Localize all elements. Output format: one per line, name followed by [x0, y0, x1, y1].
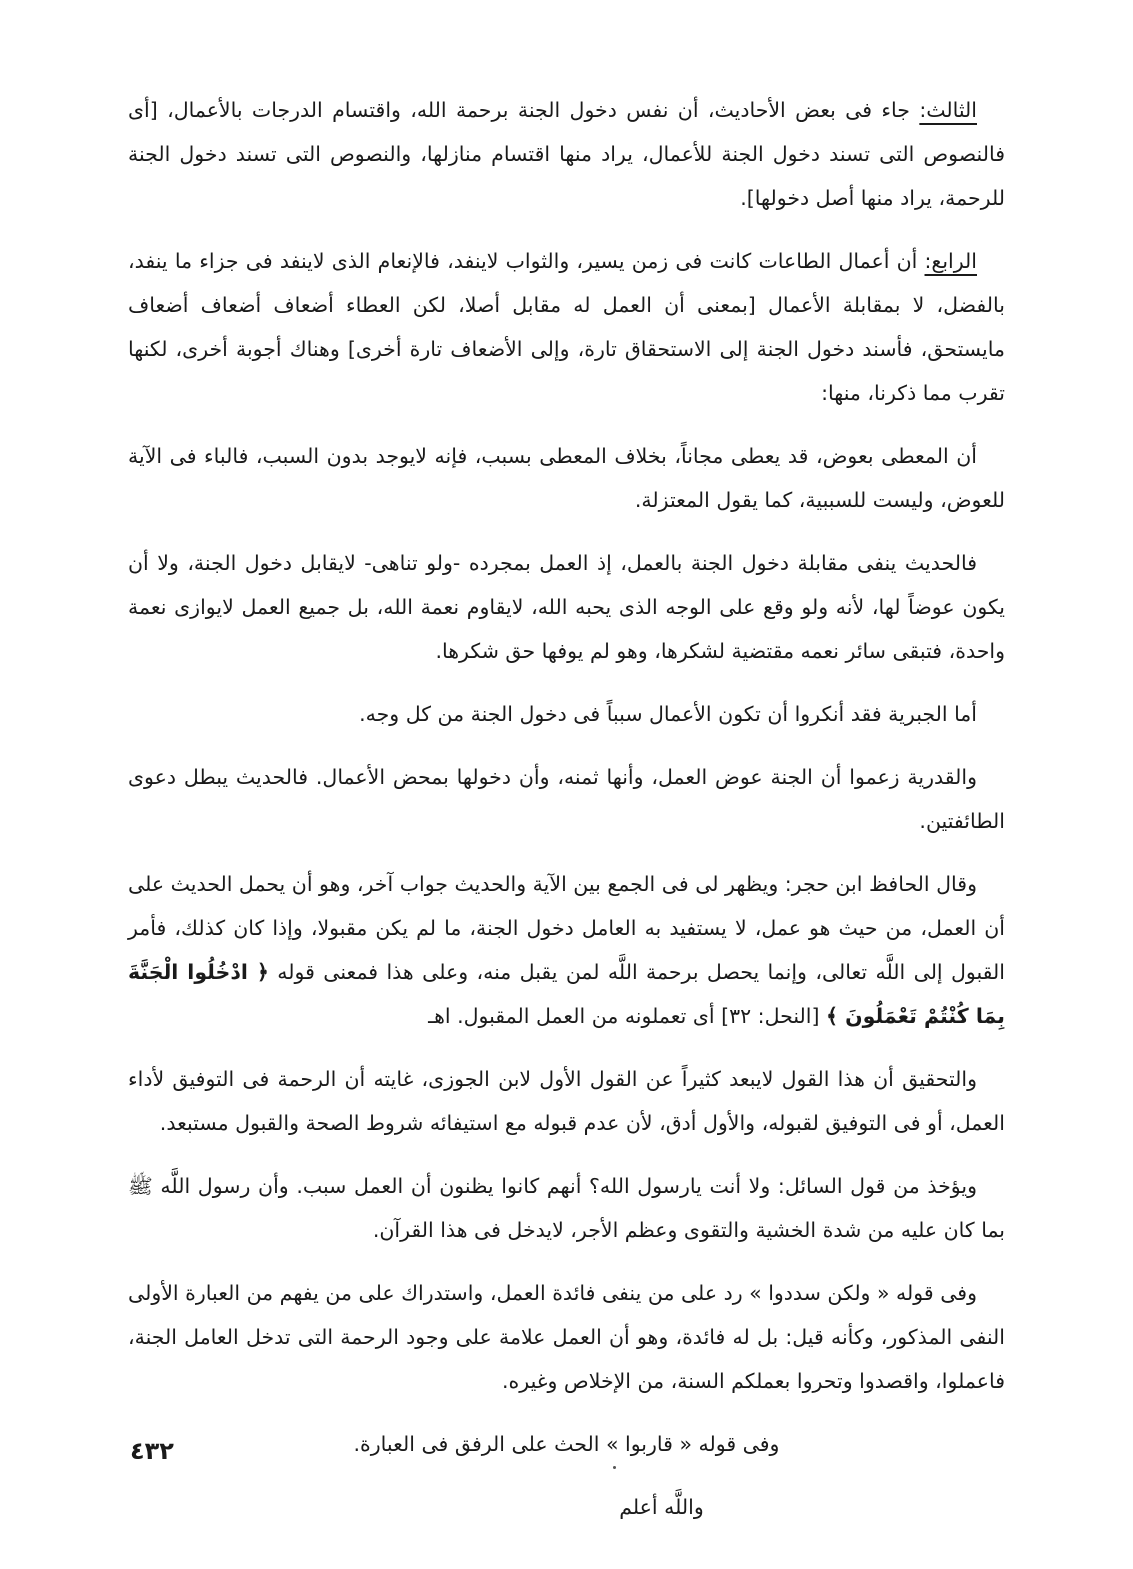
- quran-verse: ﴿ ادْخُلُوا الْجَنَّةَ بِمَا كُنْتُمْ تَعْمَلُونَ ﴾: [128, 960, 1005, 1028]
- paragraph-text: جاء فى بعض الأحاديث، أن نفس دخول الجنة برحمة الله، واقتسام الدرجات بالأعمال، [أى فالنصوص التى تسند دخول الجنة للأعمال، يراد منها اقتسام منازلها، والنصوص التى تسند دخول الجنة للرحمة، يراد منها أصل دخولها].: [128, 98, 1005, 210]
- paragraph-qadariyya: والقدرية زعموا أن الجنة عوض العمل، وأنها ثمنه، وأن دخولها بمحض الأعمال. فالحديث يبطل دعوى الطائفتين.: [128, 765, 1005, 833]
- heading-fourth: الرابع:: [924, 249, 977, 273]
- paragraph-verification: والتحقيق أن هذا القول لايبعد كثيراً عن القول الأول لابن الجوزى، غايته أن الرحمة فى التوفيق لأداء العمل، أو فى التوفيق لقبوله، والأول أدق، لأن عدم قبوله مع استيفائه شروط الصحة والقبول مستبعد.: [128, 1067, 1005, 1135]
- paragraph-saddidu: وفى قوله « ولكن سددوا » رد على من ينفى فائدة العمل، واستدراك على من يفهم من العبارة الأولى النفى المذكور، وكأنه قيل: بل له فائدة، وهو أن العمل علامة على وجود الرحمة التى تدخل العامل الجنة، فاعملوا، واقصدوا وتحروا بعملكم السنة، من الإخلاص وغيره.: [128, 1281, 1005, 1393]
- paragraph-questioner: ويؤخذ من قول السائل: ولا أنت يارسول الله؟ أنهم كانوا يظنون أن العمل سبب. وأن رسول اللَّه ﷺ بما كان عليه من شدة الخشية والتقوى وعظم الأجر، لايدخل فى هذا القرآن.: [128, 1174, 1005, 1242]
- paragraph-jabriyya: أما الجبرية فقد أنكروا أن تكون الأعمال سبباً فى دخول الجنة من كل وجه.: [359, 702, 977, 726]
- closing-phrase: واللَّه أعلم: [619, 1495, 704, 1519]
- paragraph-reward-compensation: أن المعطى بعوض، قد يعطى مجاناً، بخلاف المعطى بسبب، فإنه لايوجد بدون السبب، فالباء فى الآية للعوض، وليست للسببية، كما يقول المعتزلة.: [128, 444, 1005, 512]
- paragraph-ibn-hajar: [128, 862, 1005, 1038]
- paragraph-fourth-answer: [128, 239, 1005, 415]
- paragraph-text: وقال الحافظ ابن حجر: ويظهر لى فى الجمع بين الآية والحديث جواب آخر، وهو أن يحمل الحديث على أن العمل، من حيث هو عمل، لا يستفيد به العامل دخول الجنة، ما لم يكن مقبولا، وإذا كان كذلك، فأمر القبول إلى اللَّه تعالى، وإنما يحصل برحمة اللَّه لمن يقبل منه، وعلى هذا فمعنى قوله: [128, 872, 1005, 984]
- heading-third: الثالث:: [919, 98, 977, 122]
- scan-speck: [613, 1466, 616, 1469]
- paragraph-hadith-negation: فالحديث ينفى مقابلة دخول الجنة بالعمل، إذ العمل بمجرده -ولو تناهى- لايقابل دخول الجنة، ولا أن يكون عوضاً لها، لأنه ولو وقع على الوجه الذى يحبه الله، لايقاوم نعمة الله، بل جميع العمل لايوازى نعمة واحدة، فتبقى سائر نعمه مقتضية لشكرها، وهو لم يوفها حق شكرها.: [128, 551, 1005, 663]
- paragraph-qaribu: وفى قوله « قاربوا » الحث على الرفق فى العبارة.: [353, 1432, 780, 1456]
- page-number: ٤٣٢: [130, 1437, 174, 1465]
- paragraph-text: أن أعمال الطاعات كانت فى زمن يسير، والثواب لاينفد، فالإنعام الذى لاينفد فى جزاء ما ينفد، بالفضل، لا بمقابلة الأعمال [بمعنى أن العمل له مقابل أصلا، لكن العطاء أضعاف أضعاف أضعاف مايستحق، فأسند دخول الجنة إلى الاستحقاق تارة، وإلى الأضعاف تارة أخرى] وهناك أجوبة أخرى، لكنها تقرب مما ذكرنا، منها:: [128, 249, 1005, 405]
- page-body: [128, 88, 1005, 1548]
- paragraph-third-answer: [128, 88, 1005, 220]
- paragraph-text: [النحل: ٣٢] أى تعملونه من العمل المقبول. اهـ: [428, 1004, 826, 1028]
